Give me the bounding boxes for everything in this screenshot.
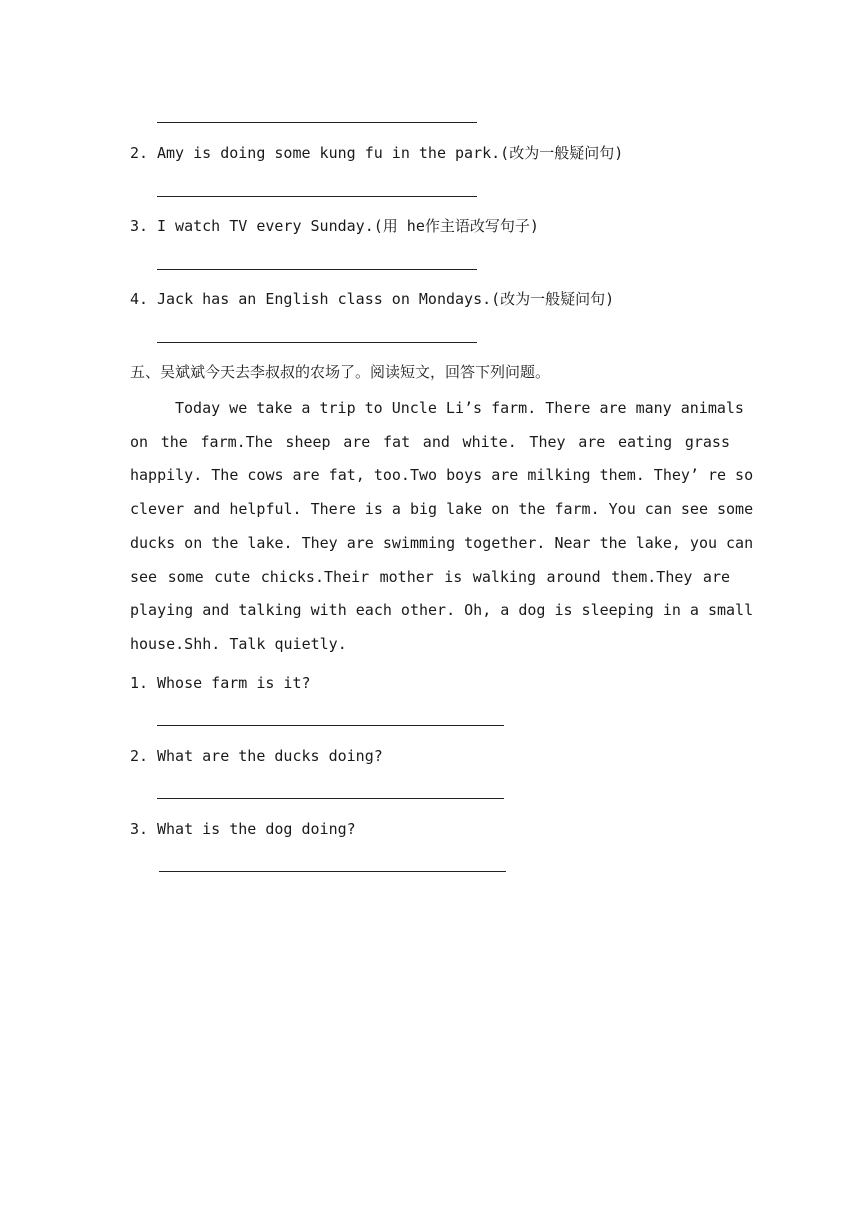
question-number: 2. xyxy=(130,747,149,765)
answer-line[interactable] xyxy=(159,871,506,872)
question-text: What is the dog doing? xyxy=(157,820,356,838)
section-heading: 五、吴斌斌今天去李叔叔的农场了。阅读短文，回答下列问题。 xyxy=(130,363,551,381)
passage-line: playing and talking with each other. Oh, a dog is sleeping in a small xyxy=(130,601,754,620)
question-number: 1. xyxy=(130,674,149,692)
question-text: Jack has an English class on Mondays.(改为一般疑问句) xyxy=(157,290,615,308)
question-text: What are the ducks doing? xyxy=(157,747,383,765)
question-text: Whose farm is it? xyxy=(157,674,311,692)
question-number: 4. xyxy=(130,290,149,308)
question-text: Amy is doing some kung fu in the park.(改为一般疑问句) xyxy=(157,144,624,162)
passage-line: see some cute chicks.Their mother is walking around them.They are xyxy=(130,567,730,586)
question-text: I watch TV every Sunday.(用 he作主语改写句子) xyxy=(157,217,539,235)
passage-line: on the farm.The sheep are fat and white. They are eating grass xyxy=(130,432,730,451)
answer-line[interactable] xyxy=(157,196,477,197)
answer-line[interactable] xyxy=(157,798,504,799)
answer-line[interactable] xyxy=(157,725,504,726)
answer-line[interactable] xyxy=(157,122,477,123)
passage-line: happily. The cows are fat, too.Two boys are milking them. They’ re so xyxy=(130,466,754,485)
passage-line: Today we take a trip to Uncle Li’s farm. There are many animals xyxy=(175,399,744,417)
answer-line[interactable] xyxy=(157,342,477,343)
passage-line: clever and helpful. There is a big lake on the farm. You can see some xyxy=(130,500,754,519)
answer-line[interactable] xyxy=(157,269,477,270)
passage-line: house.Shh. Talk quietly. xyxy=(130,634,347,653)
passage-line: ducks on the lake. They are swimming together. Near the lake, you can xyxy=(130,533,754,552)
question-number: 3. xyxy=(130,820,149,838)
question-number: 3. xyxy=(130,217,149,235)
question-number: 2. xyxy=(130,144,149,162)
reading-passage xyxy=(130,392,754,662)
